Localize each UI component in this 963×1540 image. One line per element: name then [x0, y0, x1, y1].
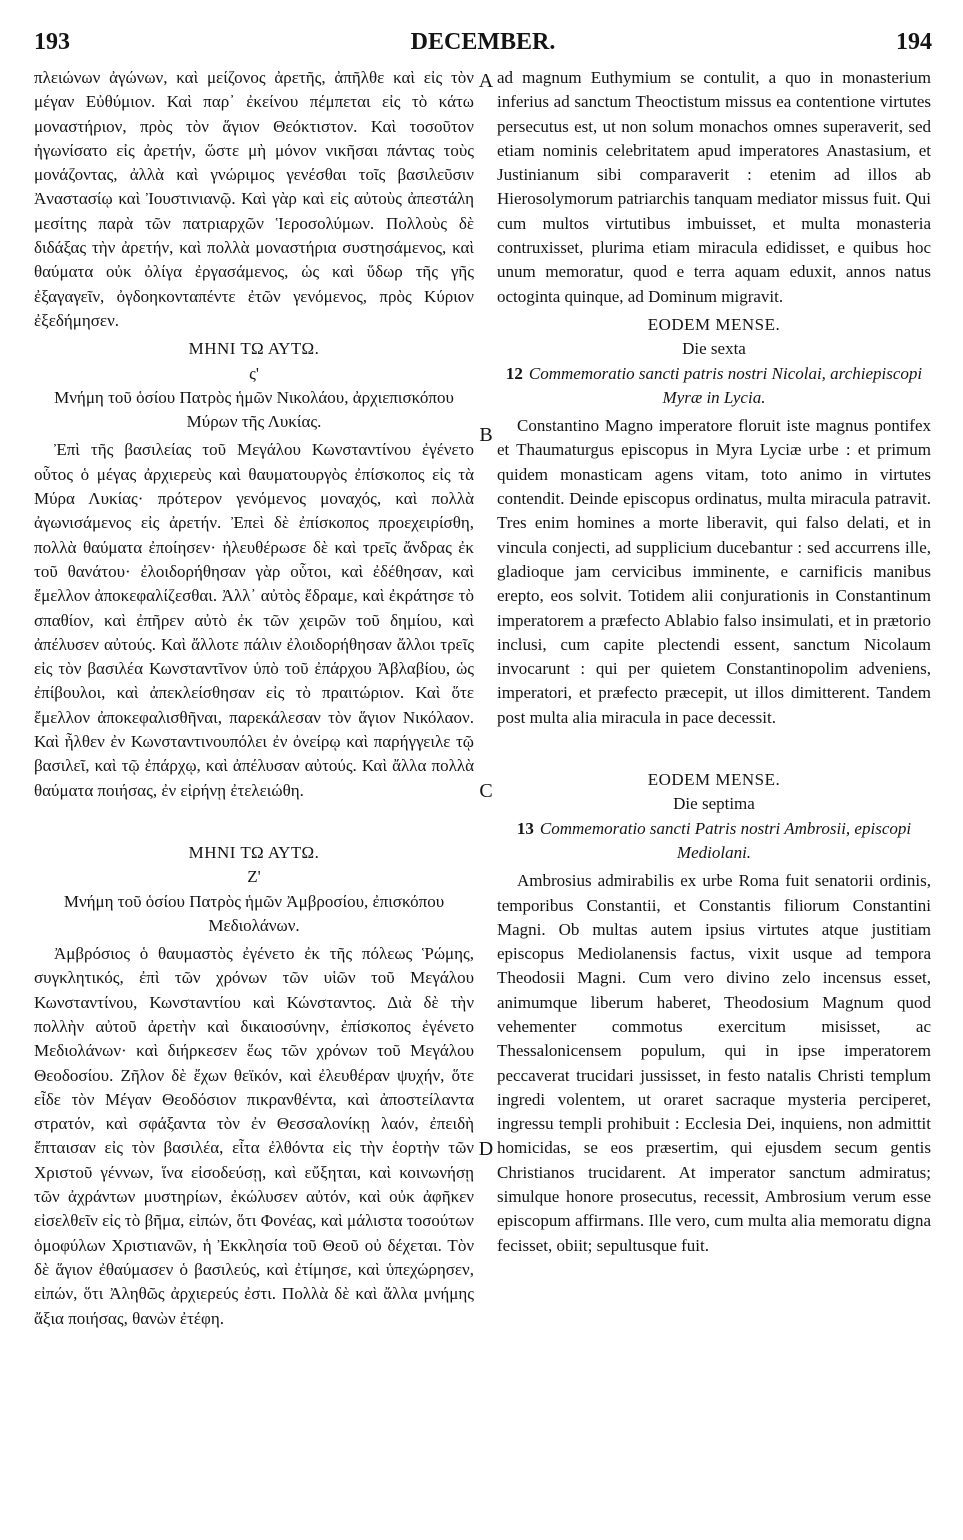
latin-day-1: Die sexta — [682, 339, 746, 359]
margin-marker-c: C — [479, 780, 493, 802]
entry-number-13: 13 — [516, 818, 534, 838]
latin-commemoration-title-2: Commemoratio sancti Patris nostri Ambrosii, episcopi Mediolani. — [539, 818, 912, 862]
latin-month-heading-2: EODEM MENSE. — [647, 770, 781, 790]
greek-ambrosius-paragraph: Ἀμβρόσιος ὁ θαυμαστὸς ἐγένετο ἐκ τῆς πόλεως Ῥώμης, συγκλητικός, ἐπὶ τῶν χρόνων τῶν υἱῶν τοῦ Μεγάλου Κωνσταντίνου, Κωνσταντίου καὶ Κώνσταντος. Διὰ δὲ τὴν πολλὴν αὐτοῦ ἀρετὴν καὶ δικαιοσύνην, ἐπίσκοπος ἐγένετο Μεδιολάνων· καὶ διήρκεσεν ἕως τῶν χρόνων τοῦ Μεγάλου Θεοδοσίου. Ζῆλον δὲ ἔχων θεϊκόν, καὶ ἐλευθέραν ψυχήν, ὅτε εἶδε τὸν Μέγαν Θεοδόσιον πικρανθέντα, καὶ ἀποστείλαντα στρατόν, καὶ σφάξαντα τὸν ἐν Θεσσαλονίκῃ λαόν, ἐπειδὴ ἔπταισαν εἰς τὸν βασιλέα, εἶτα ἐλθόντα εἰς τὴν ἑορτὴν τῶν Χριστοῦ γέννων, ἵνα εἰσοδεύσῃ, καὶ εὔξηται, καὶ κοινωνήσῃ τῶν ἀχράντων μυστηρίων, ἐκώλυσεν αὐτόν, καὶ οὐκ ἀφῆκεν εἰσελθεῖν εἰς τὸ βῆμα, εἰπών, ὅτι Φονέας, καὶ μάλιστα τοσούτων ὁμοφύλων Χριστιανῶν, ἡ Ἐκκλησία τοῦ Θεοῦ οὐ δέχεται. Τὸν δὲ ἅγιον ἐθαύμασεν ὁ βασιλεύς, καὶ ἐτίμησε, καὶ ὑπεχώρησεν, εἰπών, ὅτι Ἀληθῶς ἀρχιερεύς ἐστι. Πολλὰ δὲ καὶ ἄλλα μνήμης ἄξια ποιήσας, θανὼν ἐτέφη. — [34, 944, 474, 1328]
margin-marker-a: A — [478, 70, 494, 92]
greek-commemoration-title-1: Μνήμη τοῦ ὁσίου Πατρὸς ἡμῶν Νικολάου, ἀρχιεπισκόπου Μύρων τῆς Λυκίας. — [54, 387, 454, 432]
greek-column — [34, 66, 474, 1331]
latin-ambrosius-paragraph: Ambrosius admirabilis ex urbe Roma fuit senatorii ordinis, temporibus Constantii, et Constantis filiorum Constantini Magni. Ob multas autem ipsius virtutes atque justitiam episcopus Mediolanensis factus, vixit usque ad tempora Theodosii Magni. Cum vero divino zelo incensus esset, animumque liberum haberet, Theodosium Magnum quod vehementer commotus exercitum misisset, ac Thessalonicensem populum, qui in ipse imperatorem peccaverat trucidari jussisset, in festo natalis Christi templum ingredi volentem, ut oraret sacraque mysteria perciperet, ingressu templi prohibuit : Ecclesia Dei, inquiens, non admittit homicidas, se eos præsertim, qui ejusdem secum gentis Christianos trucidarent. At imperator sanctum admiratus; simulque honore prosecutus, recessit, Ambrosium verum esse episcopum affirmans. Ille vero, cum multa alia memoratu digna fecisset, obiit; sepultusque fuit. — [497, 871, 931, 1255]
page-header — [34, 22, 932, 62]
latin-day-2: Die septima — [673, 794, 755, 814]
margin-marker-b: B — [479, 424, 493, 446]
latin-commemoration-heading-1 — [497, 362, 931, 411]
greek-day-2: Ζ' — [247, 867, 261, 887]
right-page-number: 194 — [896, 28, 932, 55]
greek-month-heading-1: ΜΗΝΙ ΤΩ ΑΥΤΩ. — [188, 339, 320, 359]
latin-column — [497, 66, 931, 1258]
greek-day-1: ς' — [249, 363, 259, 383]
latin-month-heading-1: EODEM MENSE. — [647, 314, 781, 334]
greek-commemoration-title-2: Μνήμη τοῦ ὁσίου Πατρὸς ἡμῶν Ἀμβροσίου, ἐπισκόπου Μεδιολάνων. — [63, 891, 445, 935]
entry-number-12: 12 — [505, 363, 523, 383]
greek-nicolaus-paragraph: Ἐπὶ τῆς βασιλείας τοῦ Μεγάλου Κωνσταντίνου ἐγένετο οὗτος ὁ μέγας ἀρχιερεὺς καὶ θαυματουργὸς ἐπίσκοπος εἰς τὰ Μύρα Λυκίας· πρότερον γενόμενος μοναχός, καὶ πολλὰ ἀγωνισάμενος εἰς ἀρετήν. Ἐπεὶ δὲ ἐπίσκοπος προεχειρίσθη, πολλὰ θαύματα ἐποίησεν· ἠλευθέρωσε δὲ καὶ τρεῖς ἄνδρας ἐκ τοῦ θανάτου· ἐλοιδορήθησαν γὰρ οὗτοι, καὶ ἐδέθησαν, καὶ ἔμελλον ἀποκεφαλίζεσθαι. Ἀλλ᾽ αὐτὸς ἔδραμε, καὶ ἐκράτησε τὸ σπαθίον, καὶ ἐπῆρεν αὐτὸ ἐκ τῶν χειρῶν τοῦ δημίου, καὶ ἀπέλυσεν αὐτούς. Καὶ ἄλλοτε πάλιν ἐλοιδορήθησαν ἄλλοι τρεῖς εἰς τὸν βασιλέα Κωνσταντῖνον ὑπὸ τοῦ ἐπάρχου Ἀβλαβίου, ὡς ἐπίβουλοι, καὶ ἀπεκλείσθησαν εἰς τὸ πραιτώριον. Καὶ ὅτε ἔμελλον ἀποκεφαλισθῆναι, παρεκάλεσαν τὸν ἅγιον Νικόλαον. Καὶ ἦλθεν ἐν Κωνσταντινουπόλει ἐν ὀνείρῳ καὶ παρήγγειλε τῷ βασιλεῖ, καὶ τῷ ἐπάρχῳ, καὶ ἀπέλυσαν αὐτούς. Καὶ ἄλλα πολλὰ θαύματα ποιήσας, ἐν εἰρήνῃ ἐτελειώθη. — [34, 440, 474, 800]
latin-commemoration-heading-2 — [497, 817, 931, 866]
margin-marker-d: D — [478, 1138, 494, 1160]
greek-month-heading-2: ΜΗΝΙ ΤΩ ΑΥΤΩ. — [188, 842, 320, 862]
latin-nicolaus-paragraph: Constantino Magno imperatore floruit iste magnus pontifex et Thaumaturgus episcopus in Myra Lyciæ urbe : et primum quidem monasticam agens vitam, toto animo in virtutes contendit. Deinde episcopus ordinatus, multa miracula patravit. Tres enim homines a morte liberavit, qui falso delati, et in vincula conjecti, ad supplicium ducebantur : sed accurrens ille, gladioque jam cervicibus imminente, e carnificis manibus erepto, eos solvit. Totidem alii conjurationis in Constantinum imperatorem a præfecto Ablabio falso insimulati, et in prætorio inclusi, cum capite plectendi essent, sanctum Nicolaum invocarunt : qui per quietem Constantinopolim adveniens, imperatori, et præfecto præcepit, ut illos dimitterent. Tandem post multa alia miracula in pace decessit. — [497, 416, 931, 727]
page-title: DECEMBER. — [410, 28, 556, 55]
latin-intro-paragraph: ad magnum Euthymium se contulit, a quo in monasterium inferius ad sanctum Theoctistum missus ea contentione virtutes persecutus est, ut non solum monachos omnes superaverit, sed etiam nominis celebritatem apud imperatores Anastasium, et Justinianum sibi comparaverit : etenim ad illos ab Hierosolymorum patriarchis tanquam mediator missus fuit. Qui cum multos virtutibus imbuisset, et multa monasteria contruxisset, plurima etiam miracula edidisset, e quibus hoc unum memoratur, quod e terra aquam eduxit, annos natus octoginta quinque, ad Dominum migravit. — [497, 68, 931, 306]
left-page-number: 193 — [34, 28, 70, 55]
latin-commemoration-title-1: Commemoratio sancti patris nostri Nicolai, archiepiscopi Myræ in Lycia. — [528, 363, 923, 407]
greek-intro-paragraph: πλειώνων ἀγώνων, καὶ μείζονος ἀρετῆς, ἀπῆλθε καὶ εἰς τὸν μέγαν Εὐθύμιον. Καὶ παρ᾽ ἐκείνου πέμπεται εἰς τὸ κάτω μοναστήριον, πρὸς τὸν ἅγιον Θεόκτιστον. Καὶ τοσοῦτον ἠγωνίσατο εἰς ἀρετήν, ὥστε μὴ μόνον νικῆσαι πάντας τοὺς μονάζοντας, ἀλλὰ καὶ γνώριμος γενέσθαι τοῖς βασιλεῦσιν Ἀναστασίῳ καὶ Ἰουστινιανῷ. Καὶ γὰρ καὶ εἰς αὐτοὺς ἀπεστάλη μεσίτης παρὰ τῶν πατριαρχῶν Ἱεροσολύμων. Πολλοὺς δὲ διδάξας τὴν ἀρετήν, καὶ πολλὰ μοναστήρια συστησάμενος, καὶ θαύματα οὐκ ὀλίγα ἐργασάμενος, ὡς καὶ ὕδωρ τῆς γῆς ἐξαγαγεῖν, ὀγδοηκονταπέντε ἐτῶν γενόμενος, πρὸς Κύριον ἐξεδήμησεν. — [34, 68, 474, 330]
